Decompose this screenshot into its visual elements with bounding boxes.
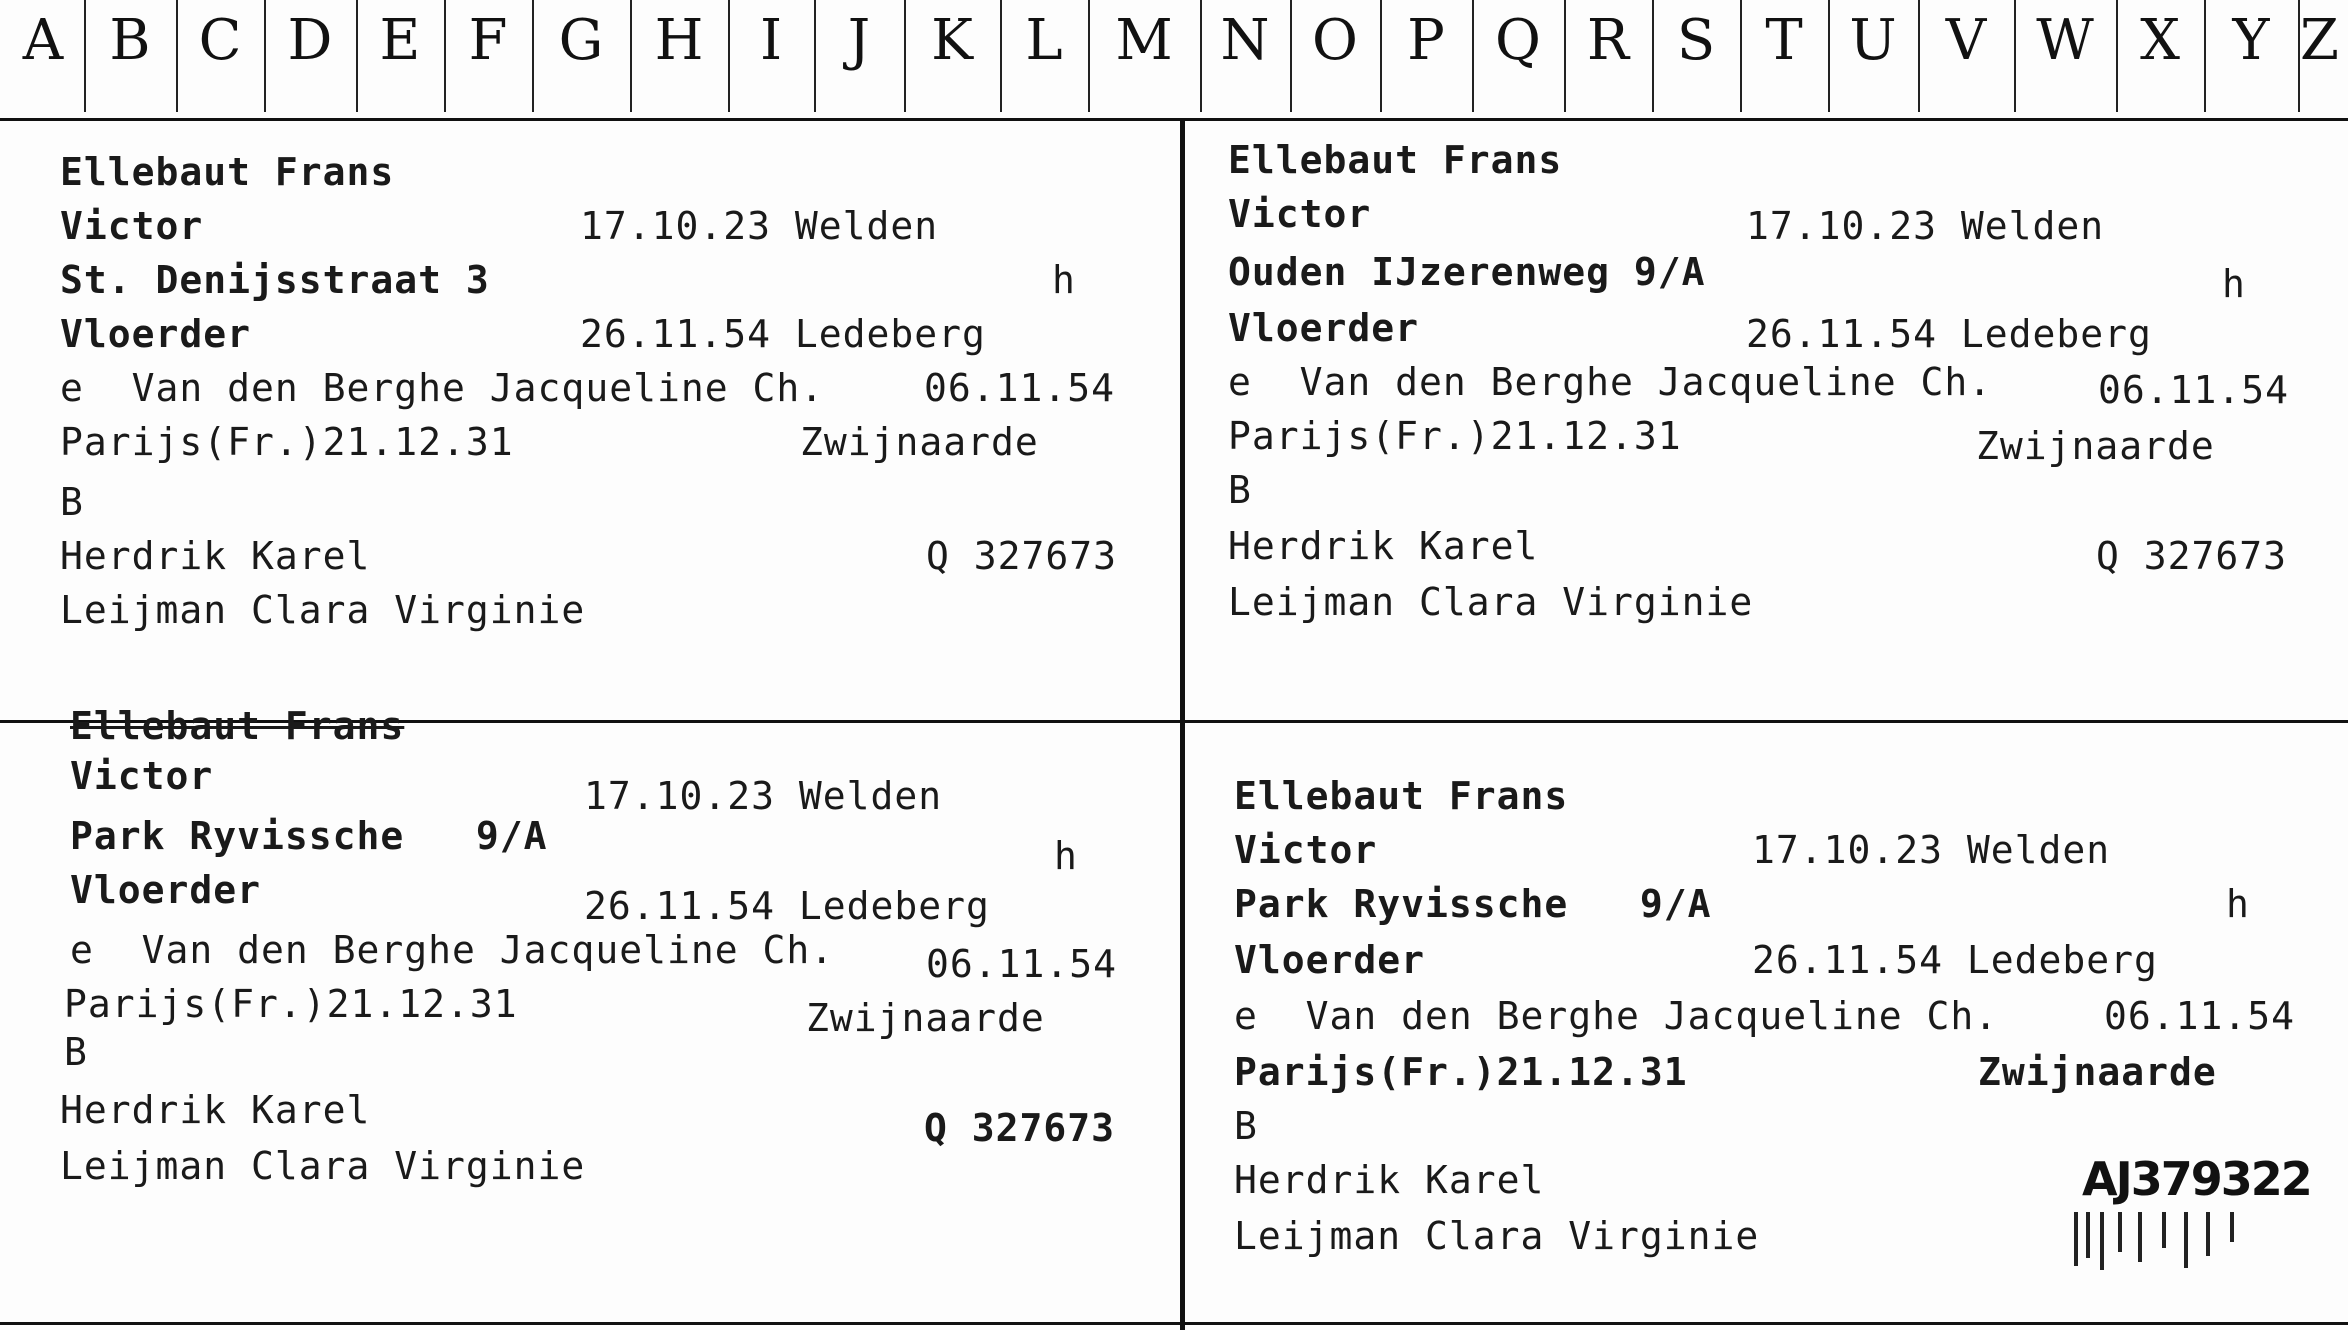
record-card — [0, 704, 1160, 1314]
card-mark: h — [2222, 262, 2246, 306]
alpha-letter-p[interactable]: P — [1407, 8, 1445, 73]
card-firstname: Victor — [1228, 192, 1372, 236]
card-code: Q 327673 — [2096, 534, 2288, 578]
card-spouse-date: 06.11.54 — [926, 942, 1118, 986]
card-birth: 17.10.23 Welden — [580, 204, 939, 248]
card-occupation: Vloerder — [1234, 938, 1426, 982]
alpha-letter-g[interactable]: G — [558, 8, 604, 73]
card-category: B — [64, 1030, 88, 1074]
card-mark: h — [1052, 258, 1076, 302]
card-mother: Leijman Clara Virginie — [1234, 1214, 1760, 1258]
card-spouse-date: 06.11.54 — [2098, 368, 2290, 412]
alpha-letter-j[interactable]: J — [847, 8, 871, 73]
card-spouse: e Van den Berghe Jacqueline Ch. — [1234, 994, 1999, 1038]
card-residence: Zwijnaarde — [806, 996, 1045, 1040]
alpha-letter-a[interactable]: A — [22, 8, 64, 73]
card-surname: Ellebaut Frans — [60, 150, 395, 194]
card-code-stamp: AJ379322 — [2082, 1152, 2311, 1206]
card-mark: h — [2226, 882, 2250, 926]
alphabet-index-bar — [0, 0, 2348, 121]
alpha-letter-s[interactable]: S — [1676, 8, 1716, 73]
stamp-barcode-mark — [2066, 1212, 2316, 1272]
alpha-letter-e[interactable]: E — [379, 8, 421, 73]
card-occupation: Vloerder — [60, 312, 252, 356]
card-spouse-date: 06.11.54 — [924, 366, 1116, 410]
alpha-letter-h[interactable]: H — [654, 8, 704, 73]
alpha-letter-n[interactable]: N — [1220, 8, 1270, 73]
card-marriage: 26.11.54 Ledeberg — [580, 312, 986, 356]
card-surname: Ellebaut Frans — [70, 704, 405, 748]
alpha-letter-c[interactable]: C — [198, 8, 242, 73]
card-address: Park Ryvissche 9/A — [70, 814, 548, 858]
alpha-letter-w[interactable]: W — [2036, 8, 2094, 73]
alpha-letter-v[interactable]: V — [1945, 8, 1987, 73]
alpha-letter-r[interactable]: R — [1586, 8, 1630, 73]
card-address: Ouden IJzerenweg 9/A — [1228, 250, 1706, 294]
alpha-letter-t[interactable]: T — [1765, 8, 1803, 73]
alpha-letter-d[interactable]: D — [287, 8, 333, 73]
alpha-letter-i[interactable]: I — [759, 8, 783, 73]
record-card — [1186, 120, 2346, 710]
card-spouse-birth: Parijs(Fr.)21.12.31 — [60, 420, 514, 464]
card-residence: Zwijnaarde — [1976, 424, 2215, 468]
card-occupation: Vloerder — [70, 868, 262, 912]
card-spouse-date: 06.11.54 — [2104, 994, 2296, 1038]
card-firstname: Victor — [60, 204, 204, 248]
alpha-letter-z[interactable]: Z — [2300, 8, 2339, 73]
alpha-letter-b[interactable]: B — [109, 8, 151, 73]
card-spouse-birth: Parijs(Fr.)21.12.31 — [1228, 414, 1682, 458]
card-residence: Zwijnaarde — [1978, 1050, 2217, 1094]
alpha-letter-u[interactable]: U — [1849, 8, 1897, 73]
card-category: B — [1228, 468, 1252, 512]
card-father: Herdrik Karel — [60, 534, 371, 578]
card-spouse: e Van den Berghe Jacqueline Ch. — [70, 928, 835, 972]
card-code: Q 327673 — [924, 1106, 1116, 1150]
alpha-letter-k[interactable]: K — [931, 8, 973, 73]
card-marriage: 26.11.54 Ledeberg — [1746, 312, 2152, 356]
card-spouse-birth: Parijs(Fr.)21.12.31 — [64, 982, 518, 1026]
card-category: B — [1234, 1104, 1258, 1148]
card-birth: 17.10.23 Welden — [1746, 204, 2105, 248]
card-spouse-birth: Parijs(Fr.)21.12.31 — [1234, 1050, 1688, 1094]
card-firstname: Victor — [70, 754, 214, 798]
card-mother: Leijman Clara Virginie — [1228, 580, 1754, 624]
card-occupation: Vloerder — [1228, 306, 1420, 350]
card-residence: Zwijnaarde — [800, 420, 1039, 464]
card-address: St. Denijsstraat 3 — [60, 258, 490, 302]
card-marriage: 26.11.54 Ledeberg — [584, 884, 990, 928]
record-card — [0, 120, 1160, 710]
card-birth: 17.10.23 Welden — [1752, 828, 2111, 872]
alpha-letter-o[interactable]: O — [1312, 8, 1358, 73]
card-spouse: e Van den Berghe Jacqueline Ch. — [1228, 360, 1993, 404]
card-divider-vertical — [1180, 118, 1185, 1330]
alpha-letter-l[interactable]: L — [1025, 8, 1063, 73]
card-mother: Leijman Clara Virginie — [60, 588, 586, 632]
card-address: Park Ryvissche 9/A — [1234, 882, 1712, 926]
card-mark: h — [1054, 834, 1078, 878]
card-divider-bottom — [0, 1322, 2348, 1325]
alpha-letter-m[interactable]: M — [1115, 8, 1173, 73]
record-card — [1186, 724, 2346, 1314]
card-father: Herdrik Karel — [60, 1088, 371, 1132]
card-marriage: 26.11.54 Ledeberg — [1752, 938, 2158, 982]
card-mother: Leijman Clara Virginie — [60, 1144, 586, 1188]
alpha-letter-q[interactable]: Q — [1495, 8, 1541, 73]
card-father: Herdrik Karel — [1234, 1158, 1545, 1202]
card-firstname: Victor — [1234, 828, 1378, 872]
alpha-letter-y[interactable]: Y — [2232, 8, 2270, 73]
card-code: Q 327673 — [926, 534, 1118, 578]
card-surname: Ellebaut Frans — [1234, 774, 1569, 818]
card-spouse: e Van den Berghe Jacqueline Ch. — [60, 366, 825, 410]
card-father: Herdrik Karel — [1228, 524, 1539, 568]
card-surname: Ellebaut Frans — [1228, 138, 1563, 182]
card-category: B — [60, 480, 84, 524]
alpha-letter-x[interactable]: X — [2140, 8, 2180, 73]
alpha-letter-f[interactable]: F — [468, 8, 508, 73]
card-birth: 17.10.23 Welden — [584, 774, 943, 818]
